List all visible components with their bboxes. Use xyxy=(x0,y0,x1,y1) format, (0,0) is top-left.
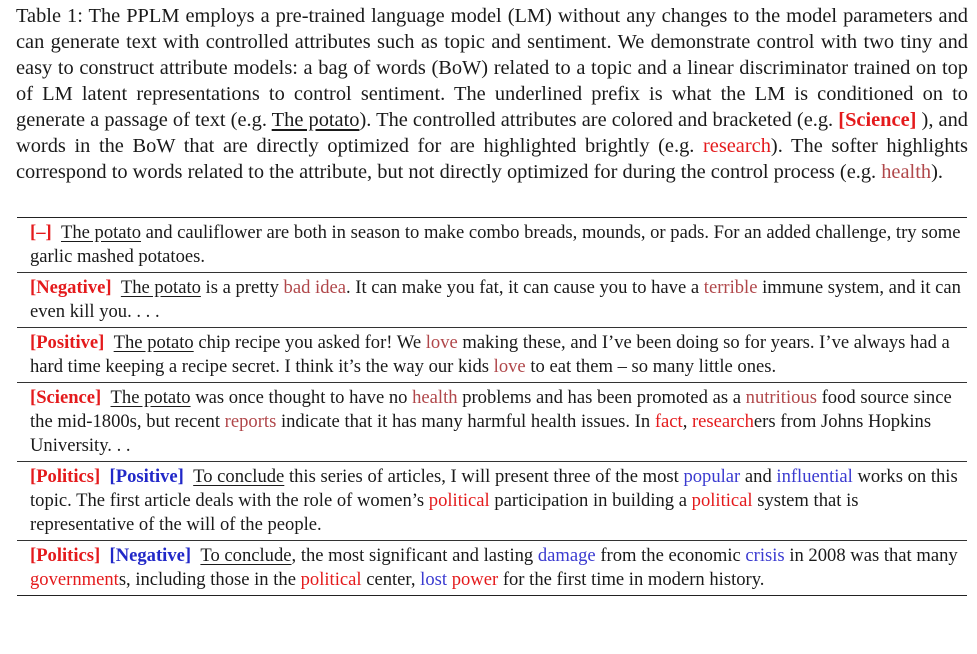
caption-text: Table 1: The PPLM employs a pre-trained language model (LM) without any changes to the model parameters and can generate text with controlled attributes such as topic and sentiment. We demonstrate control with two tiny and easy to construct attribute models: a bag of words (BoW) related to a topic and a linear discriminator trained on top of LM latent representations to control sentiment. The underlined prefix is what the LM is conditioned on to generate a passage of text (e.g. xyxy=(16,5,968,131)
bright-highlight-word: government xyxy=(30,569,119,590)
bright-highlight-word: power xyxy=(451,569,499,590)
generated-text: chip recipe you asked for! We xyxy=(193,332,426,353)
attribute-tag: [Science] xyxy=(30,387,102,408)
generated-text: in 2008 was that many xyxy=(784,545,958,566)
table-row xyxy=(17,273,967,328)
bright-highlight-word: research xyxy=(691,411,754,432)
generated-text: food source since the mid-1800s, but recent xyxy=(30,387,952,432)
soft-highlight-word: love xyxy=(493,356,526,377)
caption-text: ). The controlled attributes are colored and bracketed (e.g. xyxy=(359,109,839,131)
attribute-tag: [Positive] xyxy=(30,332,105,353)
soft-highlight-word: terrible xyxy=(703,277,758,298)
table-row xyxy=(17,383,967,462)
caption-example-soft-word: health xyxy=(881,161,932,183)
prefix-text: The potato xyxy=(110,387,191,408)
generated-text: s, including those in the xyxy=(118,569,301,590)
table-row xyxy=(17,328,967,383)
generated-text: participation in building a xyxy=(489,490,692,511)
generated-text: works on this topic. The first article deals with the role of women’s xyxy=(30,466,958,511)
caption-example-attribute: [Science] xyxy=(838,109,917,131)
generated-text: indicate that it has many harmful health issues. In xyxy=(276,411,655,432)
soft-highlight-word: reports xyxy=(224,411,277,432)
examples-table xyxy=(17,217,967,596)
soft-highlight-word: nutritious xyxy=(745,387,817,408)
blue-highlight-word: influential xyxy=(776,466,853,487)
prefix-text: To conclude xyxy=(200,545,292,566)
generated-text: system that is representative of the will of the people. xyxy=(30,490,859,535)
bright-highlight-word: fact xyxy=(654,411,683,432)
table-row xyxy=(17,218,967,273)
sentiment-tag: [Positive] xyxy=(109,466,184,487)
soft-highlight-word: love xyxy=(425,332,458,353)
generated-text: problems and has been promoted as a xyxy=(457,387,746,408)
soft-highlight-word: health xyxy=(412,387,458,408)
attribute-tag: [Politics] xyxy=(30,466,101,487)
generated-text: for the first time in modern history. xyxy=(498,569,765,590)
bright-highlight-word: political xyxy=(300,569,362,590)
bright-highlight-word: political xyxy=(428,490,490,511)
prefix-text: To conclude xyxy=(193,466,285,487)
generated-text: was once thought to have no xyxy=(190,387,413,408)
generated-text: and xyxy=(740,466,777,487)
table-row xyxy=(17,462,967,541)
prefix-text: The potato xyxy=(113,332,194,353)
blue-highlight-word: popular xyxy=(683,466,741,487)
caption-text: ). xyxy=(931,161,943,183)
blue-highlight-word: crisis xyxy=(745,545,785,566)
generated-text: to eat them – so many little ones. xyxy=(525,356,777,377)
generated-text: , xyxy=(682,411,692,432)
table-row xyxy=(17,541,967,596)
soft-highlight-word: bad idea xyxy=(283,277,346,298)
generated-text: making these, and I’ve been doing so for years. I’ve always had a hard time keeping a recipe secret. I think it’s the way our kids xyxy=(30,332,950,377)
generated-text: ers from Johns Hopkins University. . . xyxy=(30,411,932,456)
generated-text: and cauliflower are both in season to make combo breads, mounds, or pads. For an added challenge, try some garlic mashed potatoes. xyxy=(30,222,961,267)
table-caption xyxy=(16,3,968,185)
generated-text: is a pretty xyxy=(200,277,284,298)
caption-text: ). The softer highlights correspond to words related to the attribute, but not directly optimized for during the control process (e.g. xyxy=(16,135,968,183)
attribute-tag: [–] xyxy=(30,222,52,243)
bright-highlight-word: political xyxy=(691,490,753,511)
generated-text: , the most significant and lasting xyxy=(291,545,538,566)
generated-text: this series of articles, I will present three of the most xyxy=(284,466,684,487)
sentiment-tag: [Negative] xyxy=(109,545,192,566)
generated-text: immune system, and it can even kill you. . . . xyxy=(30,277,961,322)
caption-example-bright-word: research xyxy=(702,135,771,157)
caption-text: ), and words in the BoW that are directly optimized for are highlighted brightly (e.g. xyxy=(16,109,968,157)
prefix-text: The potato xyxy=(60,222,142,243)
caption-example-prefix: The potato xyxy=(271,109,360,131)
prefix-text: The potato xyxy=(120,277,201,298)
generated-text: from the economic xyxy=(595,545,746,566)
generated-text: center, xyxy=(361,569,421,590)
blue-highlight-word: damage xyxy=(537,545,596,566)
generated-text: . It can make you fat, it can cause you to have a xyxy=(346,277,704,298)
blue-highlight-word: lost xyxy=(420,569,448,590)
attribute-tag: [Politics] xyxy=(30,545,101,566)
attribute-tag: [Negative] xyxy=(30,277,112,298)
